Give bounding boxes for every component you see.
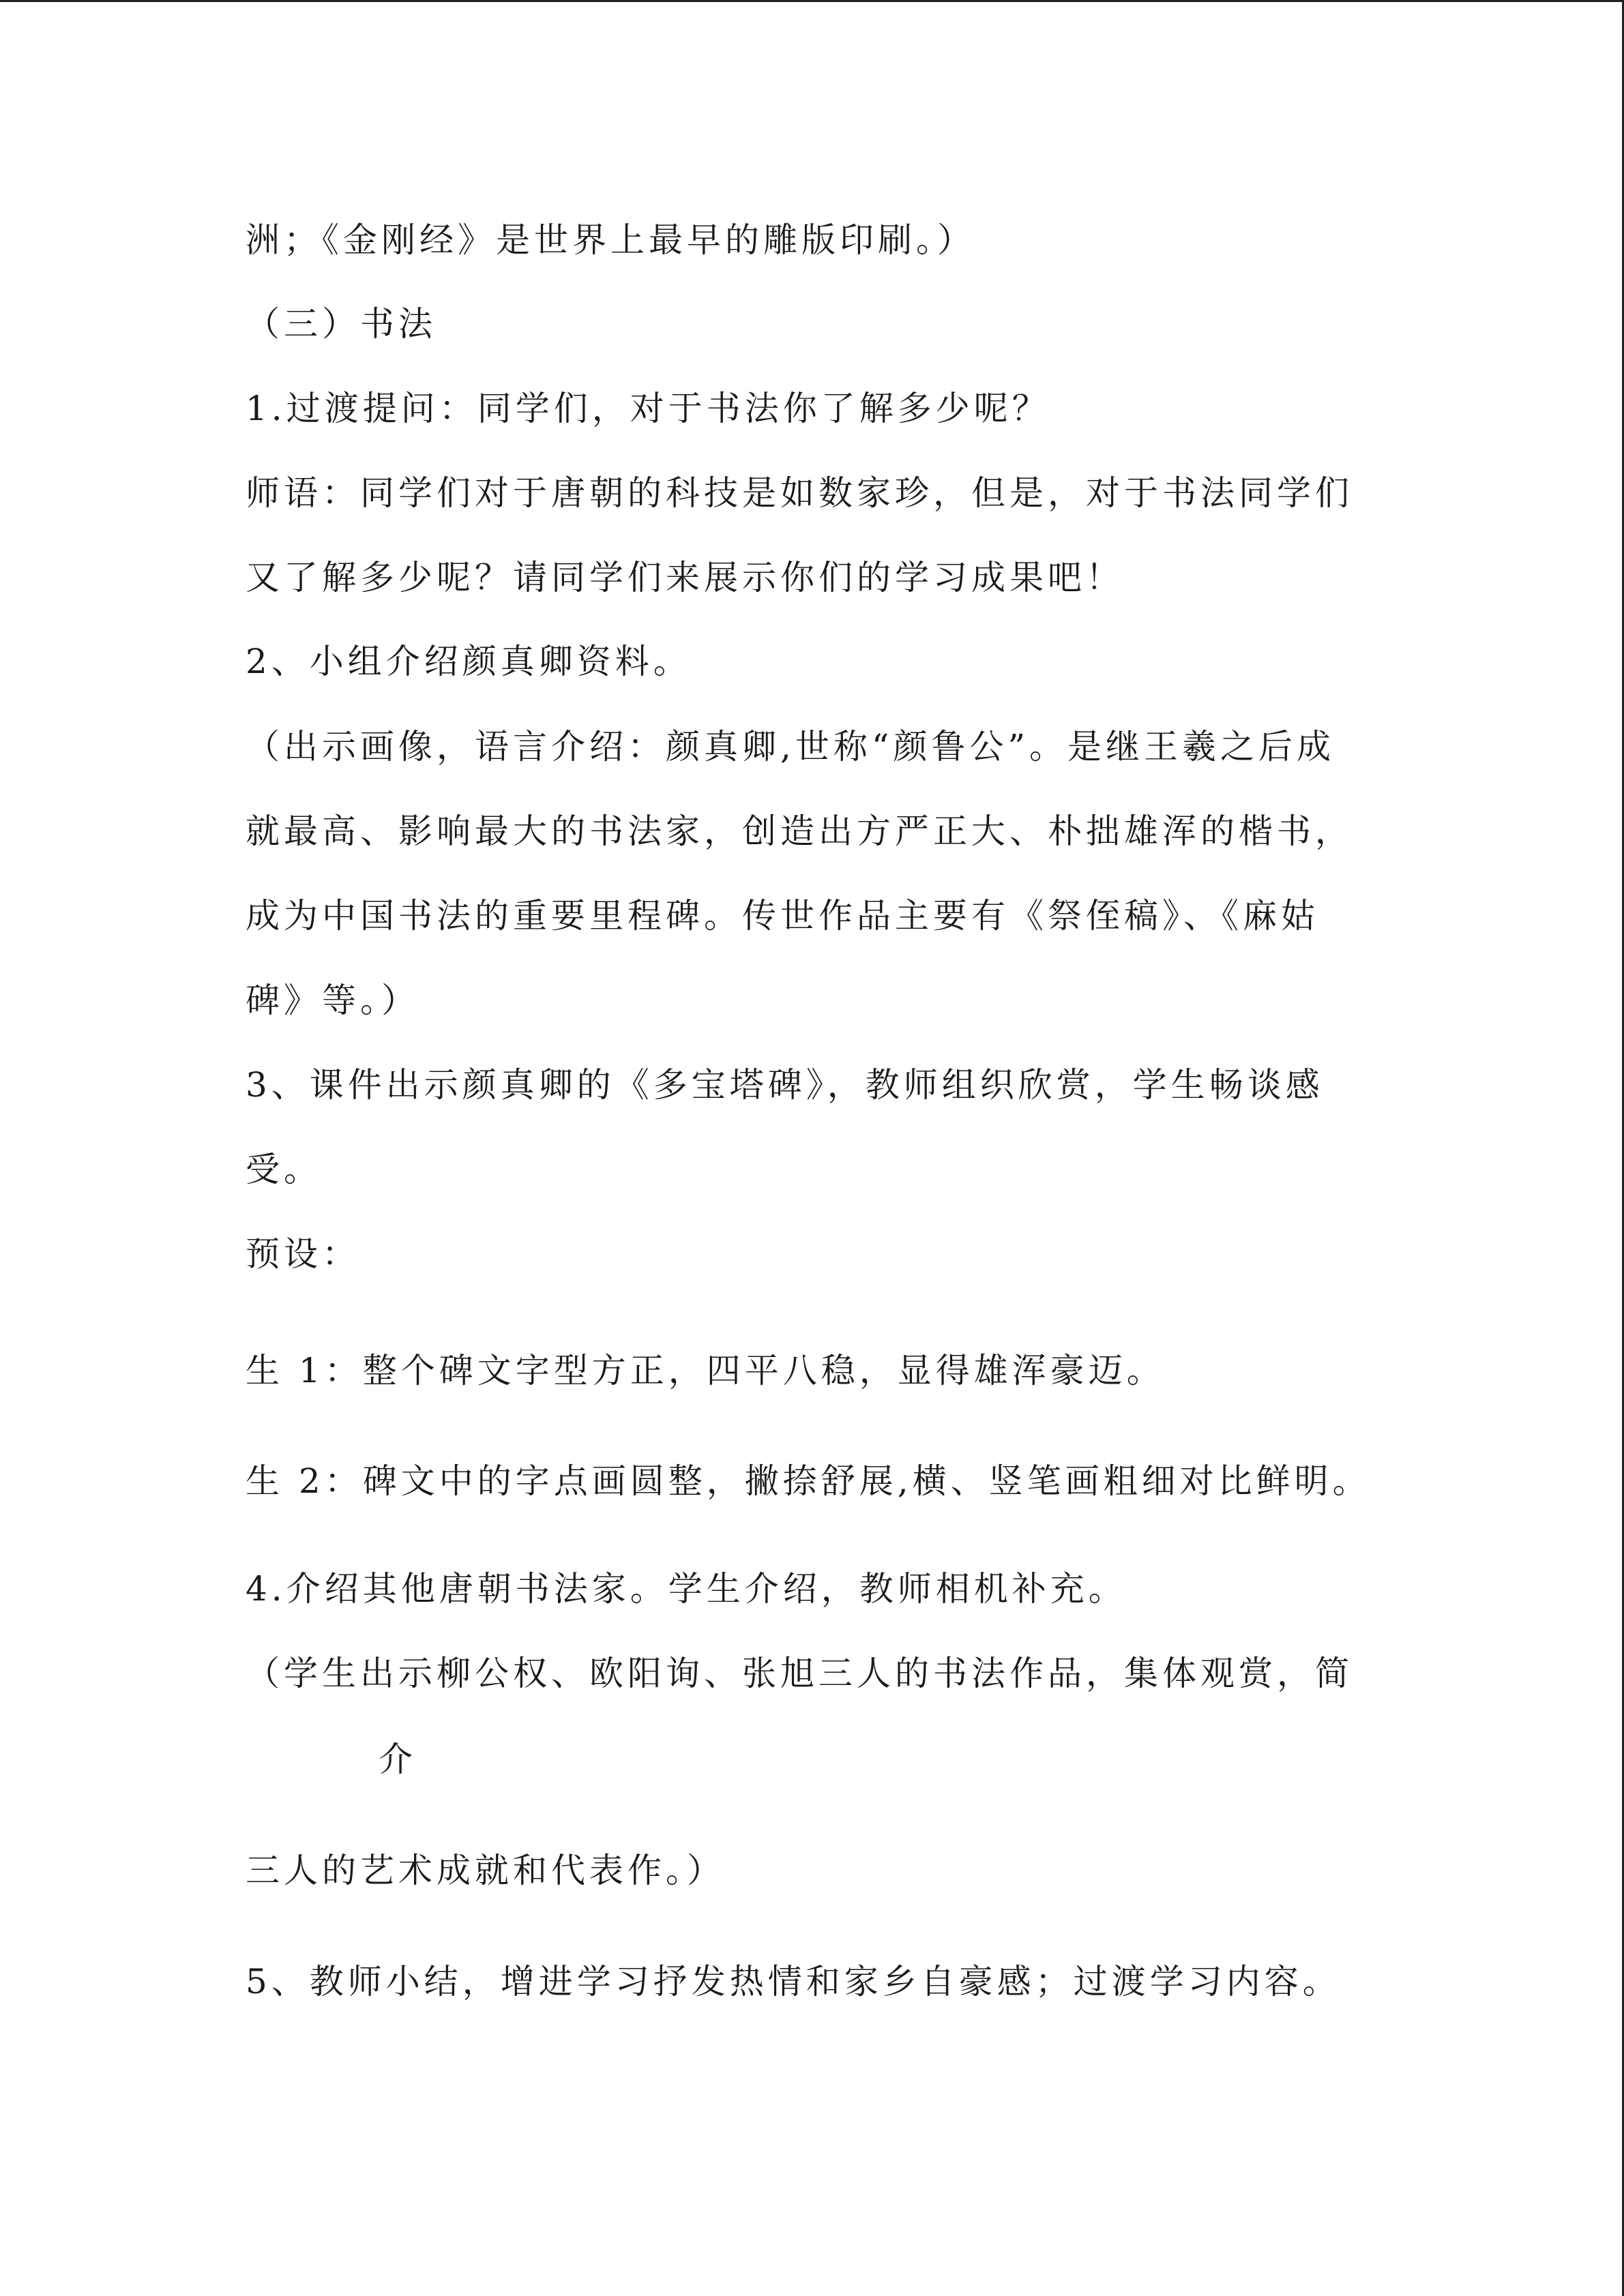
text-line: 5、教师小结，增进学习抒发热情和家乡自豪感；过渡学习内容。	[246, 1962, 1341, 2001]
text-line: 碑》等。）	[246, 981, 419, 1020]
text-line: 成为中国书法的重要里程碑。传世作品主要有《祭侄稿》、《麻姑	[246, 896, 1319, 936]
text-line: 生 1：整个碑文字型方正，四平八稳，显得雄浑豪迈。	[246, 1351, 1165, 1390]
text-line: （学生出示柳公权、欧阳询、张旭三人的书法作品，集体观赏，简	[246, 1654, 1353, 1693]
text-line: 预设：	[246, 1234, 360, 1274]
text-line: 就最高、影响最大的书法家，创造出方严正大、朴拙雄浑的楷书，	[246, 811, 1353, 851]
text-line: 又了解多少呢？请同学们来展示你们的学习成果吧！	[246, 558, 1124, 597]
section-heading: （三）书法	[246, 304, 437, 344]
page-border-top	[0, 0, 1624, 2]
text-line: 生 2：碑文中的字点画圆整，撇捺舒展,横、竖笔画粗细对比鲜明。	[246, 1461, 1371, 1501]
text-line: 洲；《金刚经》是世界上最早的雕版印刷。）	[246, 220, 975, 260]
text-line: 1.过渡提问：同学们，对于书法你了解多少呢？	[246, 389, 1050, 428]
text-line: 4.介绍其他唐朝书法家。学生介绍，教师相机补充。	[246, 1569, 1127, 1609]
text-line: 三人的艺术成就和代表作。）	[246, 1851, 725, 1890]
text-line: 3、课件出示颜真卿的《多宝塔碑》，教师组织欣赏，学生畅谈感	[246, 1065, 1324, 1105]
text-line: 师语：同学们对于唐朝的科技是如数家珍，但是，对于书法同学们	[246, 473, 1353, 513]
text-line: 受。	[246, 1150, 322, 1189]
text-line: （出示画像，语言介绍：颜真卿,世称“颜鲁公”。是继王羲之后成	[246, 727, 1335, 766]
text-line: 介	[379, 1740, 417, 1779]
text-line: 2、小组介绍颜真卿资料。	[246, 642, 692, 681]
